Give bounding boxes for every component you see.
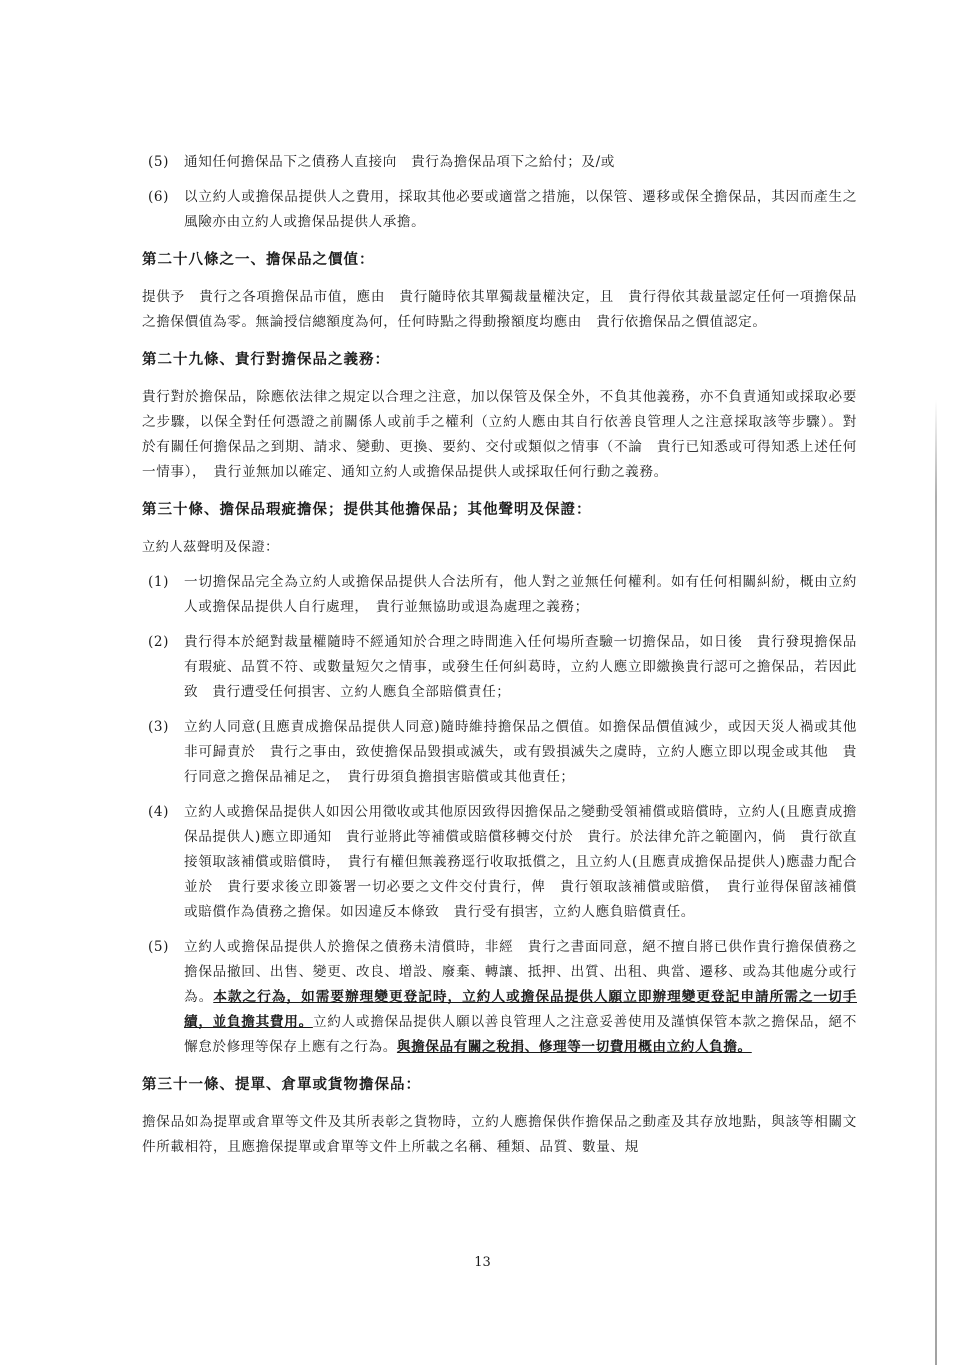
list-item bbox=[142, 185, 857, 235]
item-number: (2) bbox=[148, 634, 170, 650]
article-28-1-heading: 第二十八條之一、擔保品之價值： bbox=[142, 251, 375, 268]
list-item bbox=[142, 630, 857, 705]
article-31-body: 擔保品如為提單或倉單等文件及其所表彰之貨物時，立約人應擔保供作擔保品之動產及其存放地點，與該等相關文件所載相符，且應擔保提單或倉單等文件上所載之名稱、種類、品質、數量、規 bbox=[142, 1114, 857, 1155]
page-number: 13 bbox=[474, 1255, 491, 1270]
item-number: (3) bbox=[148, 719, 170, 735]
article-29-body: 貴行對於擔保品，除應依法律之規定以合理之注意，加以保管及保全外，不負其他義務，亦不負責通知或採取必要之步驟，以保全對任何憑證之前關係人或前手之權利（立約人應由其自行依善良管理人之注意採取該等步驟）。對於有關任何擔保品之到期、請求、變動、更換、要約、交付或類似之情事（不論 貴行已知悉或可得知悉上述任何一情事）， 貴行並無加以確定、通知立約人或擔保品提供人或採取任何行動之義務。 bbox=[142, 389, 857, 480]
underlined-clause: 本款之行為，如需要辦理變更登記時，立約人或擔保品提供人願立即辦理變更登記申請所需之一切手續，並負擔其費用。 bbox=[184, 989, 857, 1030]
item-text: 一切擔保品完全為立約人或擔保品提供人合法所有，他人對之並無任何權利。如有任何相關糾紛，概由立約人或擔保品提供人自行處理， 貴行並無協助或退為處理之義務； bbox=[184, 574, 857, 615]
item-text: 通知任何擔保品下之債務人直接向 貴行為擔保品項下之給付；及/或 bbox=[184, 154, 615, 170]
item-text-part: 立約人或擔保品提供人於擔保之債務未清償時，非經 貴行之書面同意，絕不擅自將已供作貴行擔保債務之擔保品撤回、出售、變更、改良、增設、廢棄、轉讓、抵押、出質、出租、典當、遷移、或為其他處分或行為。 bbox=[184, 939, 857, 1005]
item-number: (1) bbox=[148, 574, 170, 590]
item-number: (5) bbox=[148, 154, 170, 170]
underlined-clause: 與擔保品有關之稅捐、修理等一切費用概由立約人負擔。 bbox=[396, 1039, 752, 1055]
item-text-part: 立約人或擔保品提供人願以善良管理人之注意妥善使用及謹慎保管本款之擔保品，絕不懈怠於修理等保存上應有之行為。 bbox=[184, 1014, 858, 1055]
article-29-heading: 第二十九條、貴行對擔保品之義務： bbox=[142, 351, 390, 368]
article-31-heading: 第三十一條、提單、倉單或貨物擔保品： bbox=[142, 1076, 421, 1093]
list-item bbox=[142, 800, 857, 925]
item-text: 貴行得本於絕對裁量權隨時不經通知於合理之時間進入任何場所查驗一切擔保品，如日後 貴行發現擔保品有瑕疵、品質不符、或數量短欠之情事，或發生任何糾葛時，立約人應立即繳換貴行認可之擔保品，若因此致 貴行遭受任何損害、立約人應負全部賠償責任； bbox=[184, 634, 857, 700]
item-text: 立約人或擔保品提供人如因公用徵收或其他原因致得因擔保品之變動受領補償或賠償時，立約人(且應責成擔保品提供人)應立即通知 貴行並將此等補償或賠償移轉交付於 貴行。於法律允許之範圍內，倘 貴行欲直接領取該補償或賠償時， 貴行有權但無義務逕行收取抵償之，且立約人(且應責成擔保品提供人)應盡力配合並於 貴行要求後立即簽署一切必要之文件交付貴行，俾 貴行領取該補償或賠償， 貴行並得保留該補償或賠償作為債務之擔保。如因違反本條致 貴行受有損害，立約人應負賠償責任。 bbox=[184, 804, 858, 920]
list-item bbox=[142, 935, 857, 1060]
item-text: 以立約人或擔保品提供人之費用，採取其他必要或適當之措施，以保管、遷移或保全擔保品，其因而產生之風險亦由立約人或擔保品提供人承擔。 bbox=[184, 189, 857, 230]
item-number: (5) bbox=[148, 939, 170, 955]
list-item bbox=[142, 150, 857, 175]
article-30-heading: 第三十條、擔保品瑕疵擔保；提供其他擔保品；其他聲明及保證： bbox=[142, 501, 592, 518]
article-28-1-body: 提供予 貴行之各項擔保品市值，應由 貴行隨時依其單獨裁量權決定，且 貴行得依其裁量認定任何一項擔保品之擔保價值為零。無論授信總額度為何，任何時點之得動撥額度均應由 貴行依擔保品之價值認定。 bbox=[142, 289, 857, 330]
scan-edge-line bbox=[935, 400, 937, 1365]
list-item bbox=[142, 715, 857, 790]
item-text: 立約人同意(且應責成擔保品提供人同意)隨時維持擔保品之價值。如擔保品價值減少，或因天災人禍或其他非可歸責於 貴行之事由，致使擔保品毀損或滅失，或有毀損滅失之虞時，立約人應立即以現金或其他 貴行同意之擔保品補足之， 貴行毋須負擔損害賠償或其他責任； bbox=[184, 719, 857, 785]
item-number: (4) bbox=[148, 804, 170, 820]
page-content bbox=[142, 150, 857, 1170]
item-text bbox=[184, 935, 857, 1060]
list-item bbox=[142, 570, 857, 620]
item-number: (6) bbox=[148, 189, 170, 205]
article-30-intro: 立約人茲聲明及保證： bbox=[142, 540, 279, 555]
